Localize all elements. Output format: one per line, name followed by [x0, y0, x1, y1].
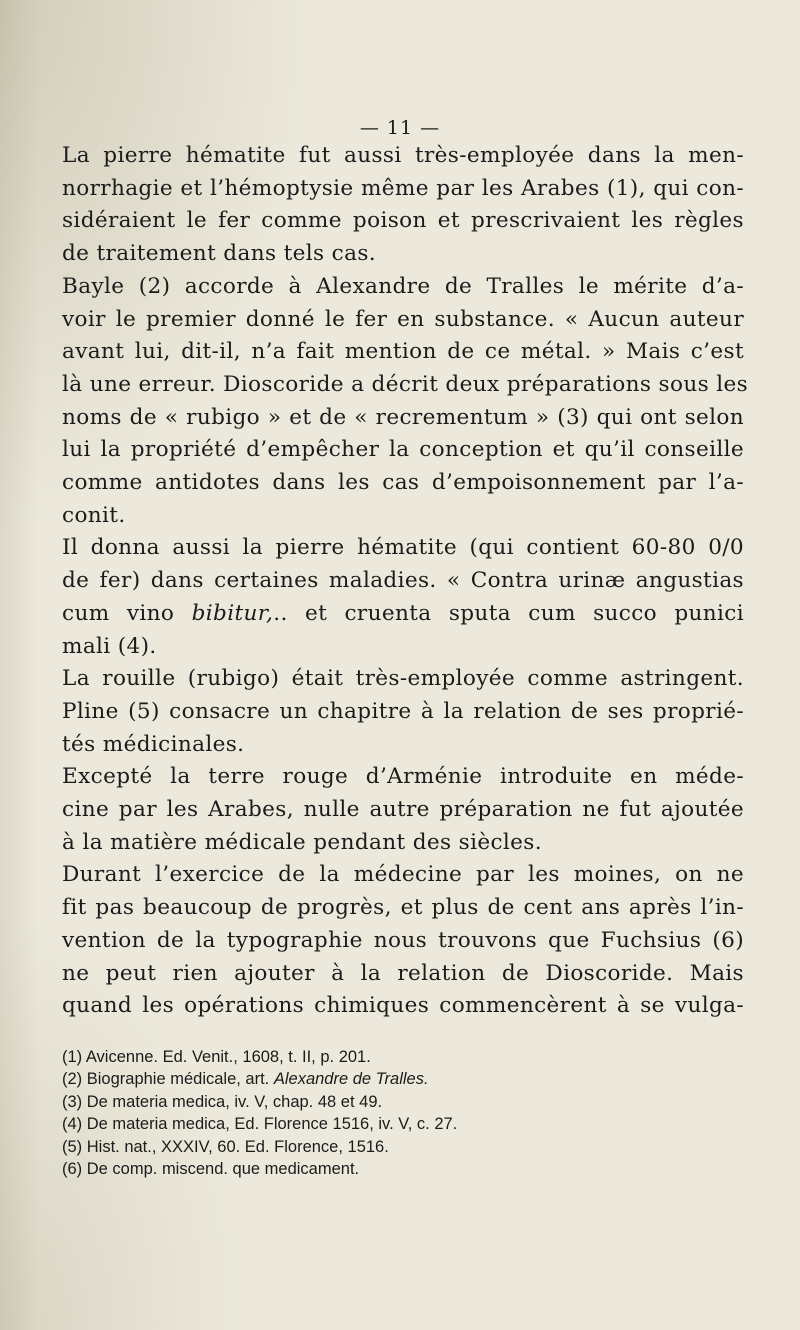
text-line: La pierre hématite fut aussi très-employée dans la men- [62, 143, 744, 168]
footnote-italic: Alexandre de Tralles. [273, 1070, 429, 1089]
text-line: La rouille (rubigo) était très-employée comme astringent. [62, 666, 744, 692]
text-line-with-italic [62, 598, 744, 631]
text-line: Pline (5) consacre un chapitre à la relation de ses proprié- [62, 698, 744, 724]
page-number: — 11 — [359, 117, 441, 139]
text-line: voir le premier donné le fer en substance. « Aucun auteur [62, 306, 744, 332]
text-segment: .. et cruenta sputa cum succo punici [273, 600, 745, 626]
footnote-text: (2) Biographie médicale, art. [62, 1070, 274, 1089]
text-line: norrhagie et l’hémoptysie même par les Arabes (1), qui con- [62, 175, 744, 201]
text-line: de traitement dans tels cas. [62, 241, 376, 267]
italic-word: bibitur, [191, 600, 274, 626]
text-line: conit. [62, 502, 126, 528]
text-line: avant lui, dit-il, n’a fait mention de ce métal. » Mais c’est [62, 339, 744, 365]
text-line: vention de la typographie nous trouvons que Fuchsius (6) [62, 927, 744, 953]
text-line: sidéraient le fer comme poison et prescrivaient les règles [62, 208, 744, 234]
text-line: Il donna aussi la pierre hématite (qui contient 60-80 0/0 [62, 535, 744, 561]
text-line: Durant l’exercice de la médecine par les moines, on ne [62, 862, 744, 888]
text-line: Excepté la terre rouge d’Arménie introduite en méde- [62, 764, 744, 790]
footnotes [62, 1046, 744, 1180]
footnote: (4) De materia medica, Ed. Florence 1516, iv. V, c. 27. [62, 1115, 458, 1134]
footnote [62, 1068, 744, 1090]
text-line: à la matière médicale pendant des siècles. [62, 829, 542, 855]
text-line: ne peut rien ajouter à la relation de Dioscoride. Mais [62, 960, 744, 986]
text-line: noms de « rubigo » et de « recrementum » (3) qui ont selon [62, 404, 744, 430]
text-line: quand les opérations chimiques commencèrent à se vulga- [62, 993, 744, 1019]
footnote: (3) De materia medica, iv. V, chap. 48 et 49. [62, 1092, 383, 1111]
text-line: fit pas beaucoup de progrès, et plus de cent ans après l’in- [62, 895, 744, 921]
text-line: lui la propriété d’empêcher la conception et qu’il conseille [62, 437, 744, 463]
text-line: mali (4). [62, 633, 157, 659]
text-line: de fer) dans certaines maladies. « Contra urinæ angustias [62, 568, 744, 594]
text-line: tés médicinales. [62, 731, 245, 757]
text-line: cine par les Arabes, nulle autre préparation ne fut ajoutée [62, 797, 744, 823]
main-text [62, 140, 749, 1023]
text-line: là une erreur. Dioscoride a décrit deux préparations sous les [62, 371, 749, 397]
text-line: comme antidotes dans les cas d’empoisonnement par l’a- [62, 470, 744, 496]
footnote: (5) Hist. nat., XXXIV, 60. Ed. Florence, 1516. [62, 1137, 389, 1156]
footnote: (6) De comp. miscend. que medicament. [62, 1160, 360, 1179]
text-segment: cum vino [62, 600, 192, 626]
text-line: Bayle (2) accorde à Alexandre de Tralles le mérite d’a- [62, 273, 744, 299]
footnote: (1) Avicenne. Ed. Venit., 1608, t. II, p. 201. [62, 1048, 371, 1066]
